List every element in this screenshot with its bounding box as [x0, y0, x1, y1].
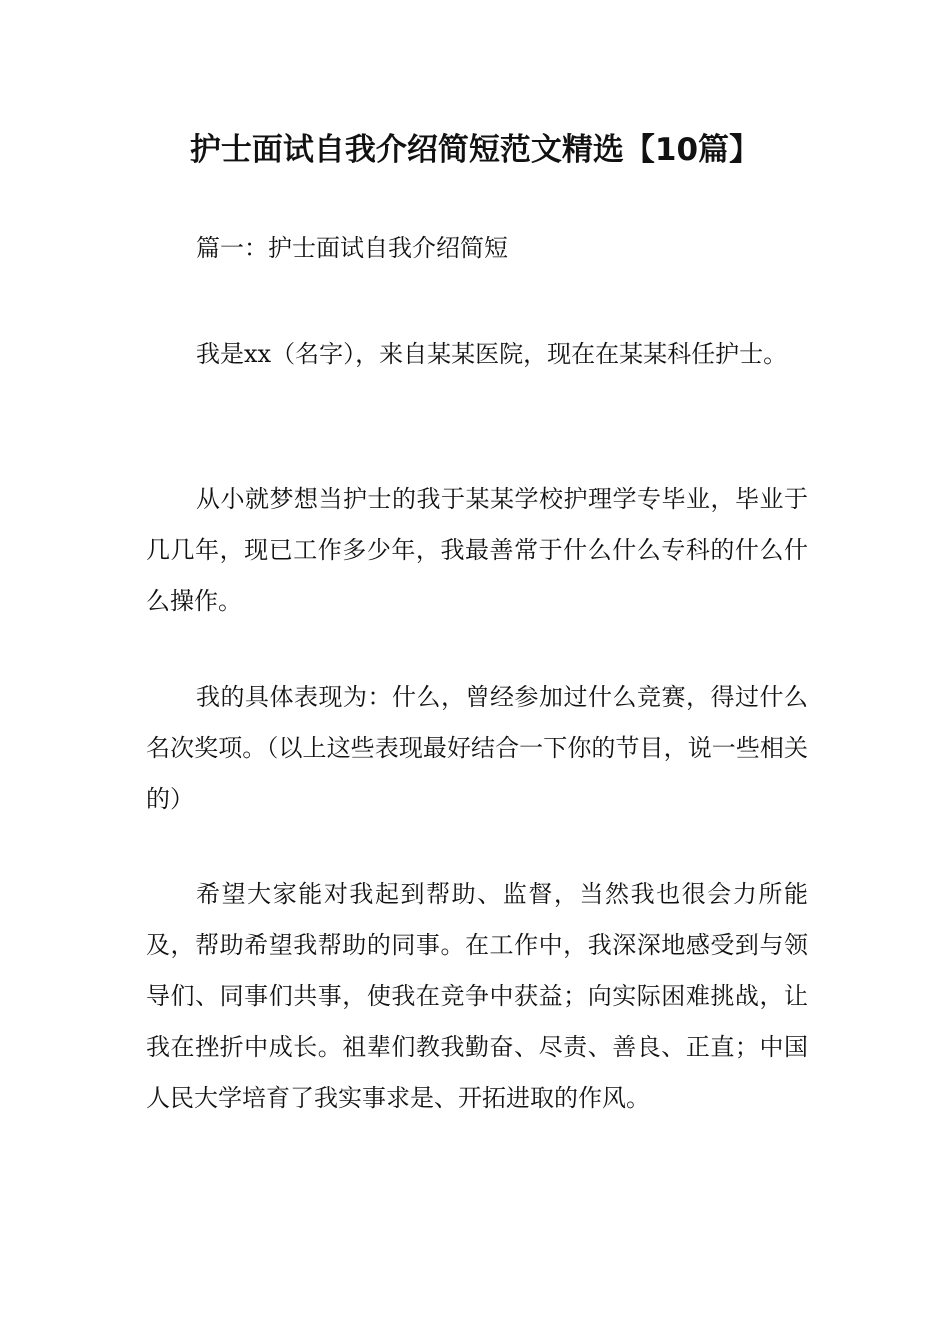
document-title: 护士面试自我介绍简短范文精选【10篇】	[189, 132, 761, 168]
paragraph: 希望大家能对我起到帮助、监督，当然我也很会力所能及，帮助希望我帮助的同事。在工作中，我深深地感受到与领导们、同事们共事，使我在竞争中获益；向实际困难挑战，让我在挫折中成长。祖辈们教我勤奋、尽责、善良、正直；中国人民大学培育了我实事求是、开拓进取的作风。	[146, 880, 808, 1112]
paragraph: 我是xx（名字），来自某某医院，现在在某某科任护士。	[196, 340, 788, 368]
section-heading: 篇一：护士面试自我介绍简短	[196, 234, 508, 262]
paragraph: 从小就梦想当护士的我于某某学校护理学专毕业，毕业于几几年，现已工作多少年，我最善常于什么什么专科的什么什么操作。	[146, 485, 808, 615]
paragraph: 我的具体表现为：什么，曾经参加过什么竞赛，得过什么名次奖项。（以上这些表现最好结合一下你的节目，说一些相关的）	[146, 683, 808, 813]
